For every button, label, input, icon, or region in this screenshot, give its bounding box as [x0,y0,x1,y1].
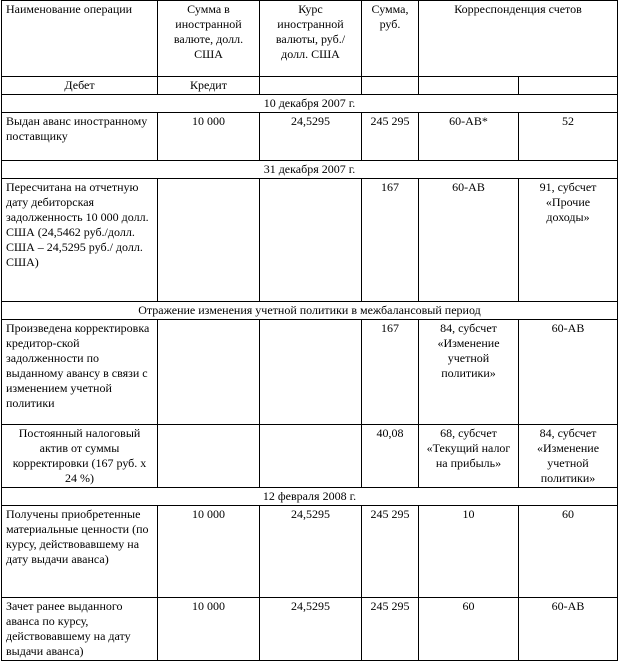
operation-name: Выдан аванс иностранному поставщику [2,113,158,161]
amount-usd [158,425,260,488]
operation-name: Зачет ранее выданного аванса по курсу, действовавшему на дату выдачи аванса) [2,598,158,661]
subheader-row [2,77,618,95]
amount-rub: 245 295 [362,113,419,161]
exchange-rate [260,179,362,302]
exchange-rate: 24,5295 [260,506,362,598]
amount-usd: 10 000 [158,113,260,161]
section-title: Отражение изменения учетной политики в межбалансовый период [2,302,618,320]
table-row [2,598,618,661]
exchange-rate [260,425,362,488]
table-row [2,113,618,161]
empty-cell [519,77,618,95]
header-correspondence: Корреспонденция счетов [419,1,618,77]
credit-account: 91, субсчет «Прочие доходы» [519,179,618,302]
operation-name: Получены приобретенные материальные ценности (по курсу, действовавшему на дату выдачи аванса) [2,506,158,598]
table-row [2,320,618,425]
exchange-rate: 24,5295 [260,598,362,661]
debit-account: 60-АВ* [419,113,519,161]
section-date-row [2,302,618,320]
credit-account: 60-АВ [519,320,618,425]
amount-rub: 167 [362,320,419,425]
debit-account: 60-АВ [419,179,519,302]
accounting-entries-table [1,0,618,661]
amount-rub: 167 [362,179,419,302]
operation-name: Пересчитана на отчетную дату дебиторская задолженность 10 000 долл. США (24,5462 руб./долл. США – 24,5295 руб./ долл. США) [2,179,158,302]
exchange-rate: 24,5295 [260,113,362,161]
header-row [2,1,618,77]
credit-account: 60-АВ [519,598,618,661]
credit-account: 52 [519,113,618,161]
table-row [2,506,618,598]
table-row [2,425,618,488]
operation-name: Постоянный налоговый актив от суммы корректировки (167 руб. х 24 %) [2,425,158,488]
empty-cell [260,77,362,95]
debit-account: 60 [419,598,519,661]
section-date-row [2,95,618,113]
amount-usd [158,320,260,425]
section-date: 31 декабря 2007 г. [2,161,618,179]
amount-usd: 10 000 [158,598,260,661]
amount-rub: 245 295 [362,598,419,661]
header-rate: Курс иностранной валюты, руб./долл. США [260,1,362,77]
debit-account: 10 [419,506,519,598]
header-credit: Кредит [158,77,260,95]
empty-cell [419,77,519,95]
empty-cell [362,77,419,95]
operation-name: Произведена корректировка кредитор-ской задолженности по выданному авансу в связи с изменением учетной политики [2,320,158,425]
header-debit: Дебет [2,77,158,95]
credit-account: 84, субсчет «Изменение учетной политики» [519,425,618,488]
amount-usd: 10 000 [158,506,260,598]
section-date: 10 декабря 2007 г. [2,95,618,113]
amount-rub: 40,08 [362,425,419,488]
amount-usd [158,179,260,302]
header-sum-rub: Сумма, руб. [362,1,419,77]
debit-account: 68, субсчет «Текущий налог на прибыль» [419,425,519,488]
section-date-row [2,488,618,506]
header-operation: Наименование операции [2,1,158,77]
exchange-rate [260,320,362,425]
header-currency-sum: Сумма в иностранной валюте, долл. США [158,1,260,77]
debit-account: 84, субсчет «Изменение учетной политики» [419,320,519,425]
section-date: 12 февраля 2008 г. [2,488,618,506]
section-date-row [2,161,618,179]
table-row [2,179,618,302]
credit-account: 60 [519,506,618,598]
amount-rub: 245 295 [362,506,419,598]
